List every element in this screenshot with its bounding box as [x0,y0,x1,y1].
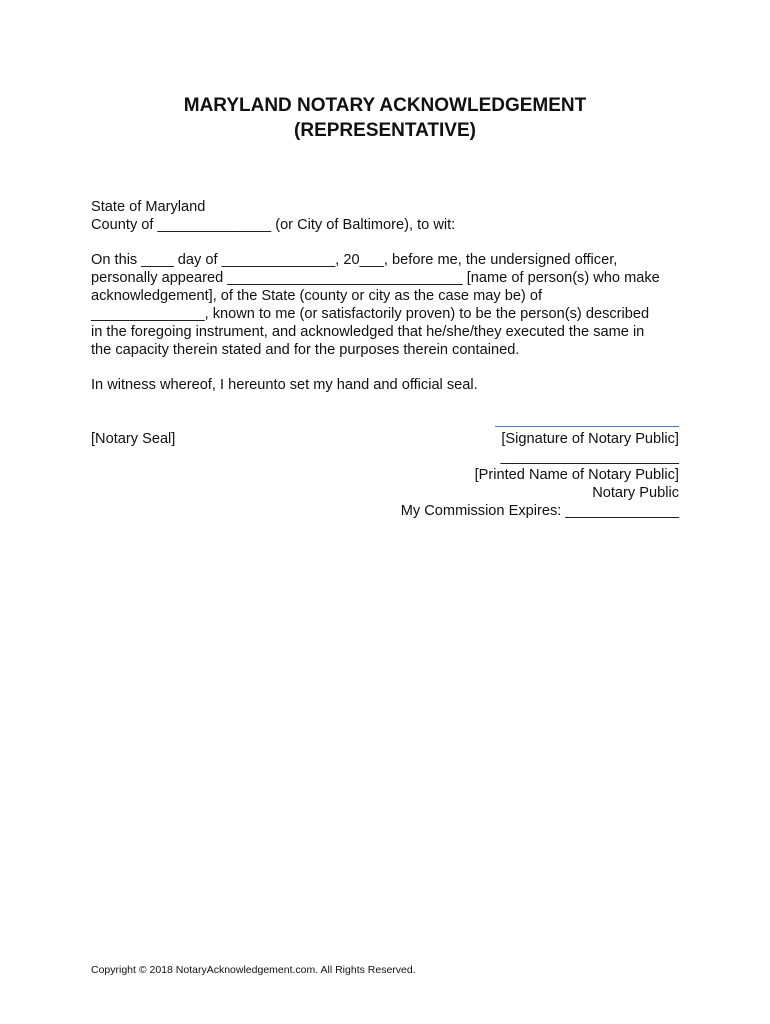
body-line: the capacity therein stated and for the purposes therein contained. [91,342,520,358]
body-line: in the foregoing instrument, and acknowledged that he/she/they executed the same in [91,324,645,340]
copyright-notice: Copyright © 2018 NotaryAcknowledgement.com. All Rights Reserved. [91,964,416,976]
body-line: acknowledgement], of the State (county or city as the case may be) of [91,288,543,304]
venue-state: State of Maryland [91,199,206,215]
signature-line [495,426,679,427]
commission-expires: My Commission Expires: ______________ [400,503,679,519]
printed-name-label: [Printed Name of Notary Public] [474,467,679,483]
notary-public-label: Notary Public [592,485,679,501]
body-line: ______________, known to me (or satisfactorily proven) to be the person(s) described [91,306,650,322]
body-line: On this ____ day of ______________, 20___, before me, the undersigned officer, [91,252,618,268]
signature-label: [Signature of Notary Public] [501,431,679,447]
venue-county: County of ______________ (or City of Baltimore), to wit: [91,217,456,233]
document-subtitle: (REPRESENTATIVE) [294,120,476,141]
notary-seal-label: [Notary Seal] [91,431,176,447]
body-line: personally appeared _____________________________ [name of person(s) who make [91,270,660,286]
document-title: MARYLAND NOTARY ACKNOWLEDGEMENT [183,95,587,116]
printed-name-blank: ______________________ [500,449,679,465]
witness-statement: In witness whereof, I hereunto set my hand and official seal. [91,377,478,393]
